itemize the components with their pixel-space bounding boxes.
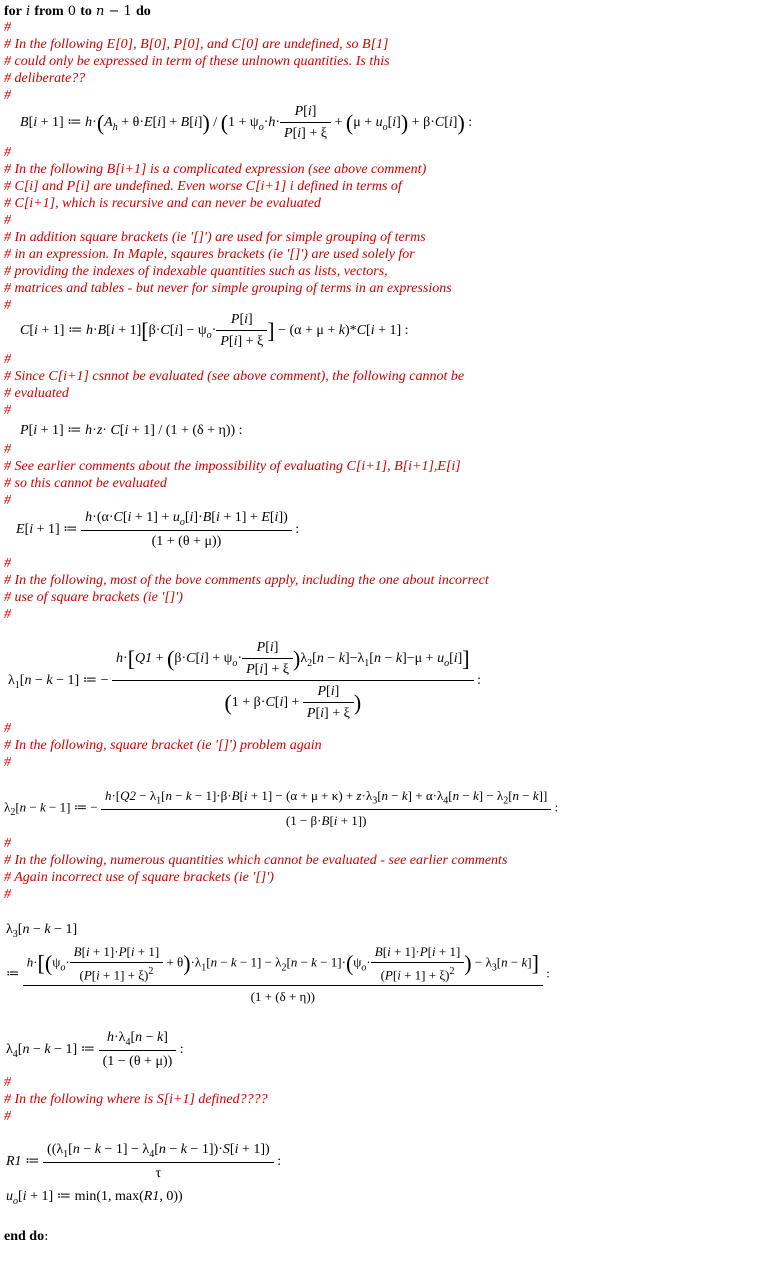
comment-line: # C[i] and P[i] are undefined. Even worse C[i+1] i defined in terms of <box>4 179 402 194</box>
comment-line: # <box>4 755 11 770</box>
equation-c: C[i + 1] ≔ $h\cdot B[i + 1][\beta\cdot C[i] - \psi_o\cdot$ $\frac{P[i]}{P[i] + \xi}$ ] − (α + μ + k)*C[i + 1] : <box>20 312 409 349</box>
equation-u: $u_o[i + 1]$ ≔ min(1, max(R1, 0)) <box>6 1189 183 1207</box>
equation-lambda3-rhs: ≔ $h\cdot[(\psi_o\cdot$ $\frac{B[i + 1]\cdot P[i + 1]}{(P[i + 1] + \xi)^2}$ + $\theta)\cdot\lambda_1[n - k - 1] - \lambda_2[n - k - 1]\cdot(\psi_o\cdot$ $\frac{B[i + 1]\cdot P[i + 1]}{(P[i + 1] + \xi)^2}$ ) − $\lambda_3[n - k]$] (1 + (δ + η)) : <box>6 944 550 1005</box>
comment-line: # <box>4 1075 11 1090</box>
comment-line: # evaluated <box>4 386 69 401</box>
equation-p: P[i + 1] ≔ h·z· C[i + 1] / (1 + (δ + η)) : <box>20 423 243 438</box>
comment-line: # <box>4 145 11 160</box>
comment-line: # matrices and tables - but never for simple grouping of terms in an expressions <box>4 281 452 296</box>
comment-line: # <box>4 352 11 367</box>
equation-lambda1: $\lambda_1[n - k - 1]$ ≔ − $h\cdot[Q1 + (\beta\cdot C[i] + \psi_o\cdot$ $\frac{P[i]}{P[i] + \xi}$ )$\lambda_2[n - k]-\lambda_1[n - k]-\mu + u_o[i]$] (1 + β·C[i] + $\frac{P[i]}{P[i] + \xi}$ ) : <box>8 640 482 721</box>
comment-line: # in an expression. In Maple, sqaures brackets (ie '[]') are used solely for <box>4 247 415 262</box>
comment-line: # <box>4 721 11 736</box>
comment-line: # <box>4 493 11 508</box>
comment-line: # deliberate?? <box>4 71 86 86</box>
comment-line: # In the following B[i+1] is a complicated expression (see above comment) <box>4 162 427 177</box>
comment-line: # <box>4 213 11 228</box>
equation-r1: R1 ≔ $\frac{((\lambda_1[n - k - 1] - \lambda_4[n - k - 1])\cdot S[i + 1])}{\tau}$ : <box>6 1142 282 1181</box>
comment-line: # Since C[i+1] csnnot be evaluated (see above comment), the following cannot be <box>4 369 465 384</box>
comment-line: # <box>4 298 11 313</box>
comment-line: # <box>4 1109 11 1124</box>
equation-e: E[i + 1] ≔ $\frac{h\cdot(\alpha\cdot C[i + 1] + u_o[i]\cdot B[i + 1] + E[i])}{(1 + (\theta + \mu))}$ : <box>16 510 300 549</box>
equation-lambda3-lhs: $\lambda_3[n - k - 1]$ <box>6 922 78 940</box>
equation-lambda4: $\lambda_4[n - k - 1]$ ≔ $\frac{h\cdot\lambda_4[n - k]}{(1 - (\theta + \mu))}$ : <box>6 1030 184 1069</box>
equation-lambda2: $\lambda_2[n - k - 1]$ ≔ − $h\cdot[Q2 - \lambda_1[n - k - 1]\cdot\beta\cdot B[i + 1] - (\alpha + \mu + \kappa) + z\cdot\lambda_3[n - k] + \alpha\cdot\lambda_4[n - k] - \lambda_2[n - k]]$ (1 − β·B[i + 1]) : <box>4 788 559 828</box>
comment-line: # <box>4 887 11 902</box>
comment-line: # <box>4 836 11 851</box>
comment-line: # <box>4 607 11 622</box>
comment-line: # <box>4 88 11 103</box>
comment-line: # <box>4 20 11 35</box>
comment-line: # In the following, square bracket (ie '[]') problem again <box>4 738 322 753</box>
comment-line: # In addition square brackets (ie '[]') are used for simple grouping of terms <box>4 230 426 245</box>
comment-line: # so this cannot be evaluated <box>4 476 167 491</box>
comment-line: # See earlier comments about the impossibility of evaluating C[i+1], B[i+1],E[i] <box>4 459 461 474</box>
comment-line: # <box>4 442 11 457</box>
comment-line: # In the following where is S[i+1] defined???? <box>4 1092 268 1107</box>
comment-line: # could only be expressed in term of these unlnown quantities. Is this <box>4 54 390 69</box>
loop-header: for i from 0 to n − 1 do <box>4 4 151 19</box>
comment-line: # In the following E[0], B[0], P[0], and C[0] are undefined, so B[1] <box>4 37 389 52</box>
equation-b: B[i + 1] ≔ $h\cdot(A_h + \theta\cdot E[i] + B[i]) / (1 + \psi_o\cdot h\cdot$ $\frac{P[i]}{P[i] + \xi}$ + $(\mu + u_o[i]) + \beta\cdot C[i]$) : <box>20 104 473 141</box>
loop-end: end do: <box>4 1229 49 1244</box>
comment-line: # <box>4 403 11 418</box>
comment-line: # Again incorrect use of square brackets (ie '[]') <box>4 870 274 885</box>
comment-line: # C[i+1], which is recursive and can never be evaluated <box>4 196 321 211</box>
comment-line: # use of square brackets (ie '[]') <box>4 590 183 605</box>
comment-line: # <box>4 556 11 571</box>
comment-line: # In the following, most of the bove comments apply, including the one about incorrect <box>4 573 489 588</box>
comment-line: # In the following, numerous quantities which cannot be evaluated - see earlier comments <box>4 853 508 868</box>
comment-line: # providing the indexes of indexable quantities such as lists, vectors, <box>4 264 388 279</box>
